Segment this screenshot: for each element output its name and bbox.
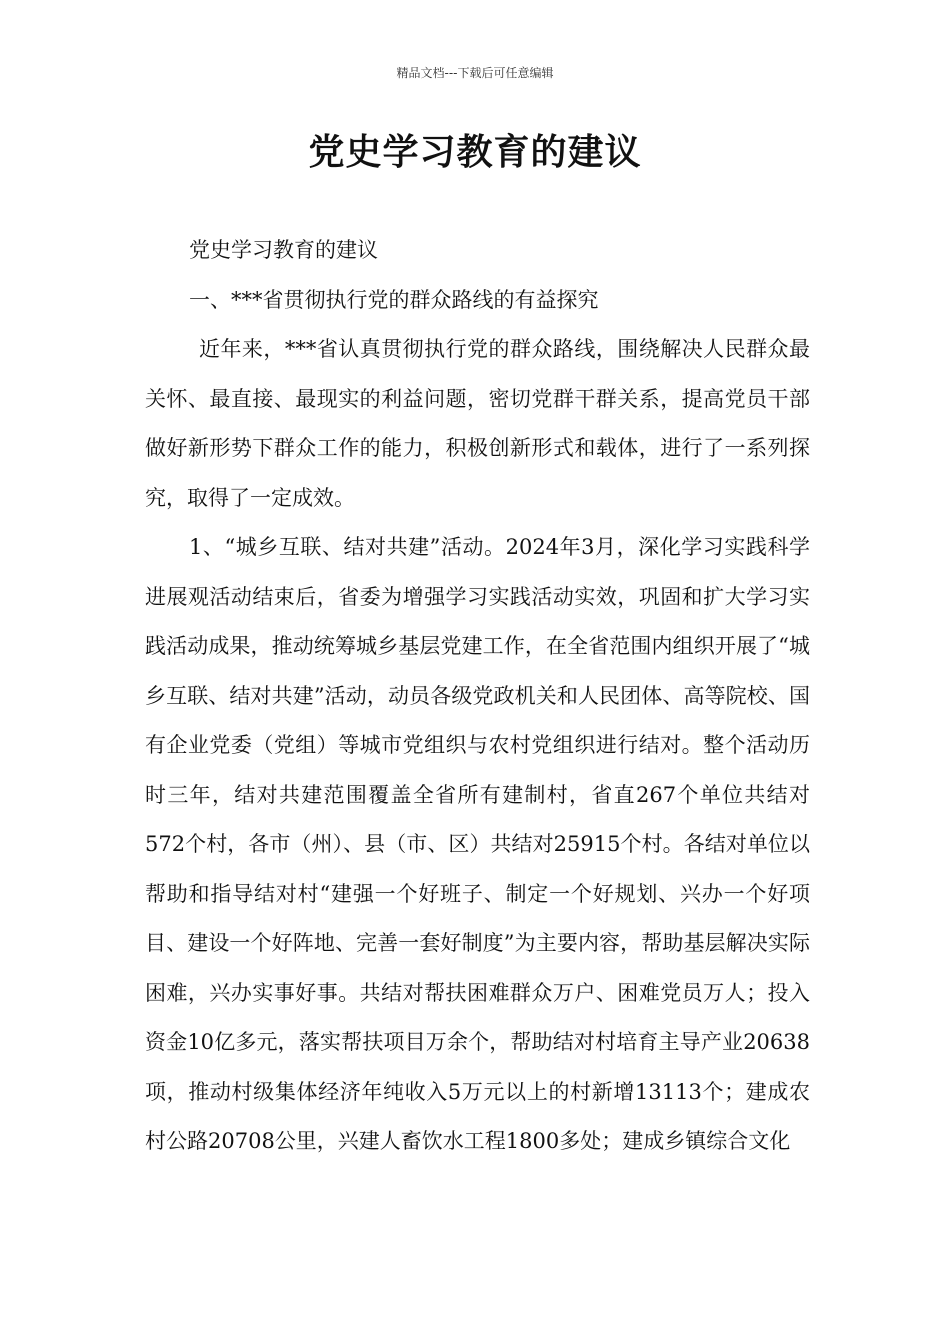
paragraph-intro: 近年来，***省认真贯彻执行党的群众路线，围绕解决人民群众最关怀、最直接、最现实的利益问题，密切党群干群关系，提高党员干部做好新形势下群众工作的能力，积极创新形式和载体，进行了一系列探究，取得了一定成效。 bbox=[145, 337, 810, 510]
page-header-note: 精品文档---下载后可任意编辑 bbox=[396, 66, 554, 80]
document-title: 党史学习教育的建议 bbox=[308, 132, 642, 173]
section-heading: 一、***省贯彻执行党的群众路线的有益探究 bbox=[189, 287, 599, 312]
document-body bbox=[145, 226, 810, 1167]
paragraph-activity: 1、“城乡互联、结对共建”活动。2024年3月，深化学习实践科学进展观活动结束后，省委为增强学习实践活动实效，巩固和扩大学习实践活动成果，推动统筹城乡基层党建工作，在全省范围内组织开展了“城乡互联、结对共建”活动，动员各级党政机关和人民团体、高等院校、国有企业党委（党组）等城市党组织与农村党组织进行结对。整个活动历时三年，结对共建范围覆盖全省所有建制村，省直267个单位共结对572个村，各市（州）、县（市、区）共结对25915个村。各结对单位以帮助和指导结对村“建强一个好班子、制定一个好规划、兴办一个好项目、建设一个好阵地、完善一套好制度”为主要内容，帮助基层解决实际困难，兴办实事好事。共结对帮扶困难群众万户、困难党员万人；投入资金10亿多元，落实帮扶项目万余个，帮助结对村培育主导产业20638项，推动村级集体经济年纯收入5万元以上的村新增13113个；建成农村公路20708公里，兴建人畜饮水工程1800多处；建成乡镇综合文化 bbox=[145, 535, 810, 1153]
document-subtitle: 党史学习教育的建议 bbox=[189, 238, 378, 262]
